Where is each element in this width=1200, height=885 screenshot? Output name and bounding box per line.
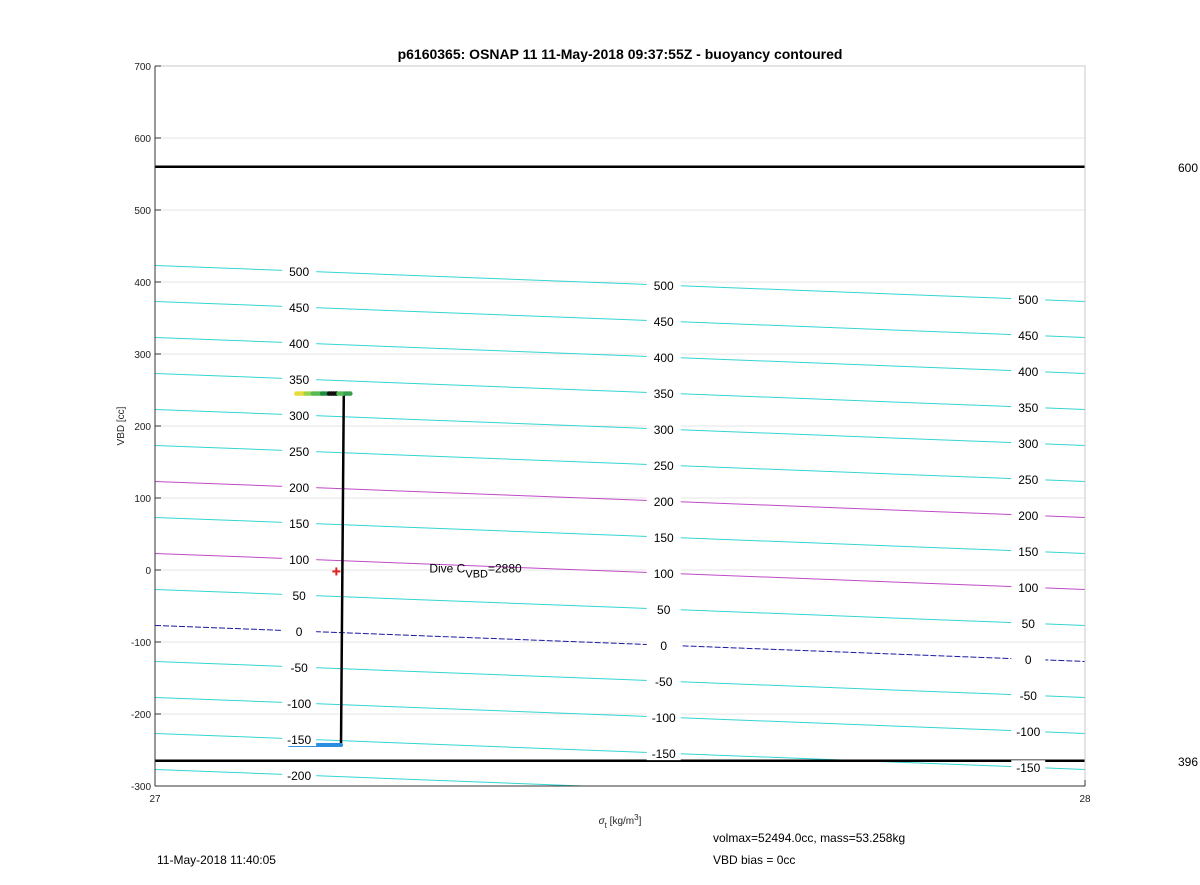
y-tick-label: 500 bbox=[134, 206, 151, 217]
y-tick-label: 700 bbox=[134, 62, 151, 73]
y-tick-label: -300 bbox=[130, 782, 151, 793]
dive-annotation: Dive CVBD=2880 bbox=[429, 561, 522, 581]
timestamp-text: 11-May-2018 11:40:05 bbox=[157, 853, 276, 867]
contour-label: -150 bbox=[287, 733, 312, 748]
contour-label: 300 bbox=[653, 423, 674, 438]
contour-label: 300 bbox=[1018, 437, 1039, 452]
contour-label: -50 bbox=[655, 675, 673, 690]
contour-label: 350 bbox=[1018, 401, 1039, 416]
y-tick-label: 300 bbox=[134, 350, 151, 361]
contour-label: 200 bbox=[1018, 509, 1039, 524]
contour-label: 200 bbox=[289, 481, 310, 496]
contour-label: 450 bbox=[289, 301, 310, 316]
contour-label: 250 bbox=[1018, 473, 1039, 488]
y-axis-label: VBD [cc] bbox=[116, 406, 127, 446]
contour-label: 400 bbox=[289, 337, 310, 352]
x-tick-label: 28 bbox=[1079, 794, 1091, 805]
contour-label: 350 bbox=[289, 373, 310, 388]
contour-label: 500 bbox=[653, 279, 674, 294]
contour-label: 500 bbox=[1018, 293, 1039, 308]
volmax-text: volmax=52494.0cc, mass=53.258kg bbox=[713, 831, 906, 845]
contour-label: 100 bbox=[289, 553, 310, 568]
contour-label: -150 bbox=[651, 747, 676, 762]
contour-labels bbox=[282, 264, 1045, 783]
y-tick-label: -100 bbox=[130, 638, 151, 649]
contour-label: 0 bbox=[660, 639, 668, 654]
contour-label: -50 bbox=[290, 661, 308, 676]
limit-line-label: 600 bbox=[1178, 160, 1199, 175]
contour-label: 50 bbox=[1021, 617, 1035, 632]
bottom-point bbox=[339, 743, 343, 747]
contour-label: 300 bbox=[289, 409, 310, 424]
contour-label: -50 bbox=[1019, 689, 1037, 704]
contour-label: 400 bbox=[653, 351, 674, 366]
contour-label: -200 bbox=[287, 769, 312, 784]
contour-label: -100 bbox=[651, 711, 676, 726]
y-tick-label: 100 bbox=[134, 494, 151, 505]
contour-label: -100 bbox=[1016, 725, 1041, 740]
contour-label: 450 bbox=[1018, 329, 1039, 344]
contour-label: 150 bbox=[289, 517, 310, 532]
surface-point bbox=[348, 391, 353, 396]
y-tick-label: -200 bbox=[130, 710, 151, 721]
chart-title: p6160365: OSNAP 11 11-May-2018 09:37:55Z - buoyancy contoured bbox=[397, 46, 843, 62]
x-axis-label: $\sigma_t$ $[kg/m^3]$ bbox=[598, 813, 642, 830]
y-tick-label: 400 bbox=[134, 278, 151, 289]
y-tick-label: 200 bbox=[134, 422, 151, 433]
x-tick-label: 27 bbox=[149, 794, 161, 805]
contour-label: 250 bbox=[653, 459, 674, 474]
limit-line-label: 396 bbox=[1178, 754, 1199, 769]
contour-label: 50 bbox=[292, 589, 306, 604]
contour-label: 500 bbox=[289, 265, 310, 280]
contour-label: 0 bbox=[1024, 653, 1032, 668]
contour-label: -100 bbox=[287, 697, 312, 712]
grid bbox=[155, 66, 1085, 786]
contour-label: -150 bbox=[1016, 761, 1041, 776]
contour-label: 400 bbox=[1018, 365, 1039, 380]
vbd-bias-text: VBD bias = 0cc bbox=[713, 853, 796, 867]
profile-line bbox=[341, 394, 344, 745]
contour-label: 150 bbox=[653, 531, 674, 546]
y-tick-label: 600 bbox=[134, 134, 151, 145]
y-tick-label: 0 bbox=[145, 566, 151, 577]
contour-label: 450 bbox=[653, 315, 674, 330]
contour-label: 50 bbox=[657, 603, 671, 618]
contour-label: 150 bbox=[1018, 545, 1039, 560]
contour-label: 200 bbox=[653, 495, 674, 510]
contour-label: 100 bbox=[1018, 581, 1039, 596]
contour-label: 100 bbox=[653, 567, 674, 582]
contour-label: 350 bbox=[653, 387, 674, 402]
contour-label: 250 bbox=[289, 445, 310, 460]
contour-label: 0 bbox=[295, 625, 303, 640]
